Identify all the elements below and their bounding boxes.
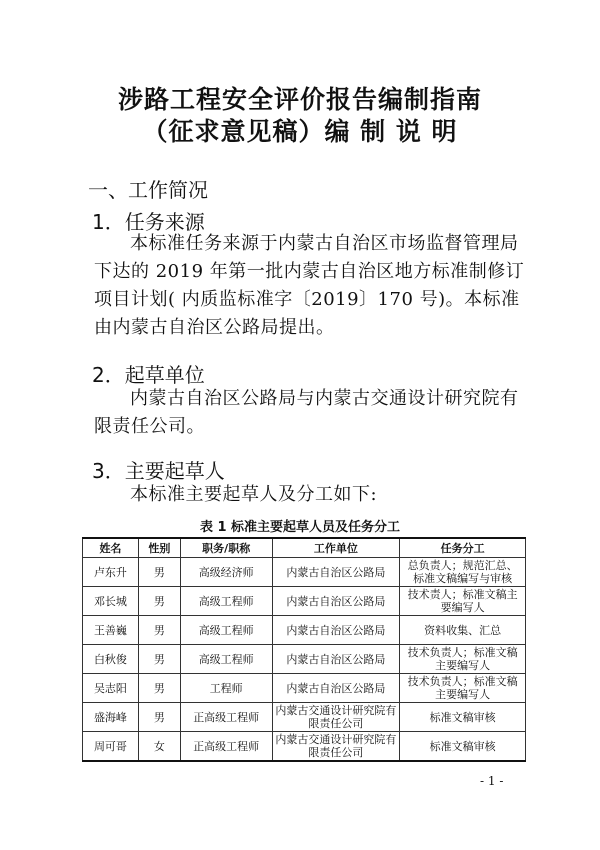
table-row — [83, 645, 526, 674]
cell-title: 高级经济师 — [180, 558, 272, 587]
header-name: 姓名 — [83, 538, 139, 558]
cell-unit: 内蒙古自治区公路局 — [272, 587, 400, 616]
document-subtitle: （征求意见稿）编 制 说 明 — [142, 117, 458, 146]
drafters-table — [82, 537, 526, 762]
cell-title: 高级工程师 — [180, 587, 272, 616]
table-row — [83, 703, 526, 732]
cell-name: 卢东升 — [83, 558, 139, 587]
header-gender: 性别 — [138, 538, 180, 558]
subheading-main-drafters: 3．主要起草人 — [92, 459, 225, 483]
section-heading-work-overview: 一、工作简况 — [88, 178, 208, 202]
cell-name: 白秋俊 — [83, 645, 139, 674]
cell-task: 资料收集、汇总 — [400, 616, 526, 645]
cell-gender: 男 — [138, 587, 180, 616]
table-row — [83, 558, 526, 587]
subheading-drafting-unit: 2．起草单位 — [92, 363, 205, 387]
cell-title: 正高级工程师 — [180, 732, 272, 762]
cell-name: 盛海峰 — [83, 703, 139, 732]
paragraph-drafting-unit: 内蒙古自治区公路局与内蒙古交通设计研究院有限责任公司。 — [94, 388, 519, 437]
paragraph-main-drafters: 本标准主要起草人及分工如下: — [130, 484, 378, 505]
table-caption: 表 1 标准主要起草人员及任务分工 — [199, 520, 401, 535]
table-header-row — [83, 538, 526, 558]
cell-title: 正高级工程师 — [180, 703, 272, 732]
cell-name: 邓长城 — [83, 587, 139, 616]
table-row — [83, 732, 526, 762]
cell-gender: 男 — [138, 616, 180, 645]
cell-unit: 内蒙古自治区公路局 — [272, 645, 400, 674]
subheading-task-source: 1．任务来源 — [92, 210, 205, 234]
cell-unit: 内蒙古交通设计研究院有限责任公司 — [272, 703, 400, 732]
cell-title: 高级工程师 — [180, 645, 272, 674]
cell-gender: 男 — [138, 674, 180, 703]
header-title: 职务/职称 — [180, 538, 272, 558]
paragraph-task-source: 本标准任务来源于内蒙古自治区市场监督管理局下达的 2019 年第一批内蒙古自治区地方标准制修订项目计划( 内质监标准字〔2019〕170 号)。本标准由内蒙古自治区公路局提出。 — [94, 233, 525, 338]
table-row — [83, 674, 526, 703]
cell-gender: 女 — [138, 732, 180, 762]
header-task: 任务分工 — [400, 538, 526, 558]
cell-unit: 内蒙古自治区公路局 — [272, 674, 400, 703]
cell-task: 技术责人；标准文稿主要编写人 — [400, 587, 526, 616]
cell-title: 高级工程师 — [180, 616, 272, 645]
document-title: 涉路工程安全评价报告编制指南 — [117, 85, 482, 114]
table-row — [83, 616, 526, 645]
cell-task: 标准文稿审核 — [400, 732, 526, 762]
cell-unit: 内蒙古交通设计研究院有限责任公司 — [272, 732, 400, 762]
cell-unit: 内蒙古自治区公路局 — [272, 558, 400, 587]
cell-task: 技术负责人；标准文稿主要编写人 — [400, 674, 526, 703]
cell-gender: 男 — [138, 558, 180, 587]
page-number: - 1 - — [480, 774, 504, 788]
cell-title: 工程师 — [180, 674, 272, 703]
cell-unit: 内蒙古自治区公路局 — [272, 616, 400, 645]
cell-task: 技术负责人；标准文稿主要编写人 — [400, 645, 526, 674]
cell-name: 王善巍 — [83, 616, 139, 645]
table-row — [83, 587, 526, 616]
cell-task: 标准文稿审核 — [400, 703, 526, 732]
cell-name: 周可哥 — [83, 732, 139, 762]
header-unit: 工作单位 — [272, 538, 400, 558]
cell-task: 总负责人；规范汇总、标准文稿编写与审核 — [400, 558, 526, 587]
cell-gender: 男 — [138, 645, 180, 674]
cell-name: 吴志阳 — [83, 674, 139, 703]
cell-gender: 男 — [138, 703, 180, 732]
